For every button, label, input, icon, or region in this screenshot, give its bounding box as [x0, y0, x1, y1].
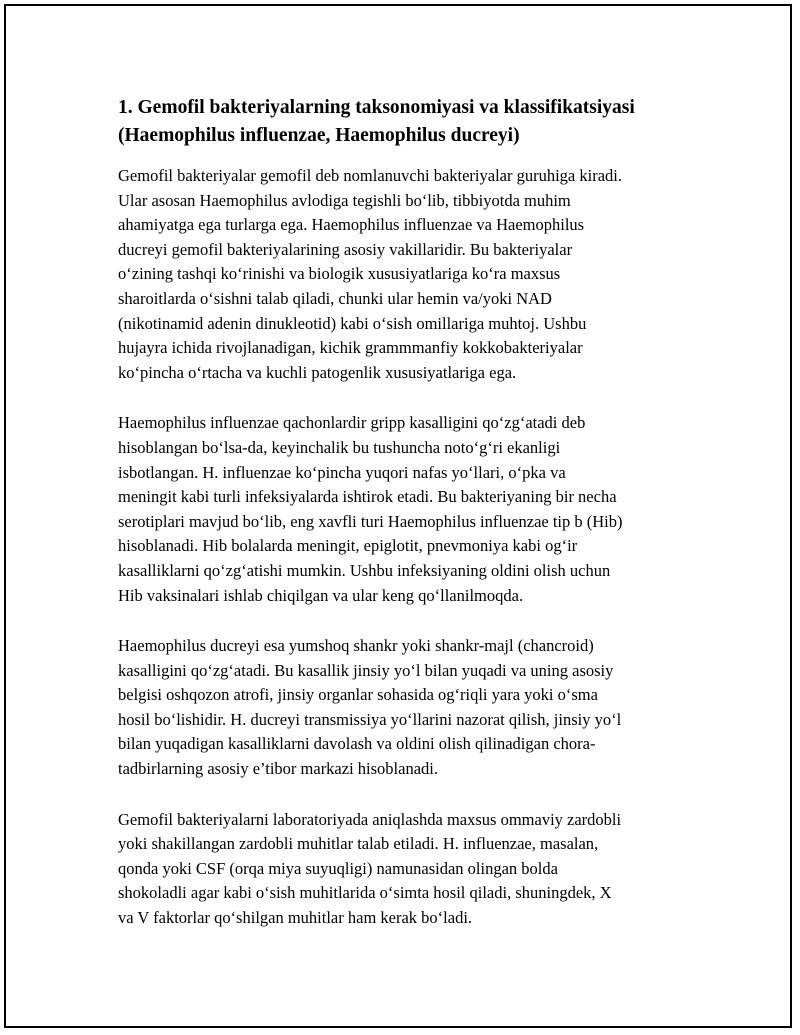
document-title: 1. Gemofil bakteriyalarning taksonomiyasi va klassifikatsiyasi (Haemophilus influenzae, Haemophilus ducreyi)	[118, 97, 635, 146]
paragraph-laboratory-identification: Gemofil bakteriyalarni laboratoriyada aniqlashda maxsus ommaviy zardobli yoki shakillangan zardobli muhitlar talab etiladi. H. influenzae, masalan, qonda yoki CSF (orqa miya suyuqligi) namunasidan olingan bolda shokoladli agar kabi o‘sish muhitlarida o‘simta hosil qiladi, shuningdek, X va V faktorlar qo‘shilgan muhitlar ham kerak bo‘ladi.	[118, 809, 622, 928]
paragraph-taxonomy-intro: Gemofil bakteriyalar gemofil deb nomlanuvchi bakteriyalar guruhiga kiradi. Ular asosan Haemophilus avlodiga tegishli bo‘lib, tibbiyotda muhim ahamiyatga ega turlarga ega. Haemophilus influenzae va Haemophilus ducreyi gemofil bakteriyalarining asosiy vakillaridir. Bu bakteriyalar o‘zining tashqi ko‘rinishi va biologik xususiyatlariga ko‘ra maxsus sharoitlarda o‘sishni talab qiladi, chunki ular hemin va/yoki NAD (nikotinamid adenin dinukleotid) kabi o‘sish omillariga muhtoj. Ushbu hujayra ichida rivojlanadigan, kichik grammmanfiy kokkobakteriyalar ko‘pincha o‘rtacha va kuchli patogenlik xususiyatlariga ega.	[118, 166, 622, 382]
paragraph-h-ducreyi: Haemophilus ducreyi esa yumshoq shankr yoki shankr-majl (chancroid) kasalligini qo‘zg‘atadi. Bu kasallik jinsiy yo‘l bilan yuqadi va uning asosiy belgisi oshqozon atrofi, jinsiy organlar sohasida og‘riqli yara yoki o‘sma hosil bo‘lishidir. H. ducreyi transmissiya yo‘llarini nazorat qilish, jinsiy yo‘l bilan yuqadigan kasalliklarni davolash va oldini olish qilinadigan chora- tadbirlarning asosiy e’tibor markazi hisoblanadi.	[118, 636, 622, 779]
paragraph-h-influenzae: Haemophilus influenzae qachonlardir gripp kasalligini qo‘zg‘atadi deb hisoblangan bo‘lsa-da, keyinchalik bu tushuncha noto‘g‘ri ekanligi isbotlangan. H. influenzae ko‘pincha yuqori nafas yo‘llari, o‘pka va meningit kabi turli infeksiyalarda ishtirok etadi. Bu bakteriyaning bir necha serotiplari mavjud bo‘lib, eng xavfli turi Haemophilus influenzae tip b (Hib) hisoblanadi. Hib bolalarda meningit, epiglotit, pnevmoniya kabi og‘ir kasalliklarni qo‘zg‘atishi mumkin. Ushbu infeksiyaning oldini olish uchun Hib vaksinalari ishlab chiqilgan va ular keng qo‘llanilmoqda.	[118, 413, 623, 605]
document-body	[118, 94, 684, 957]
